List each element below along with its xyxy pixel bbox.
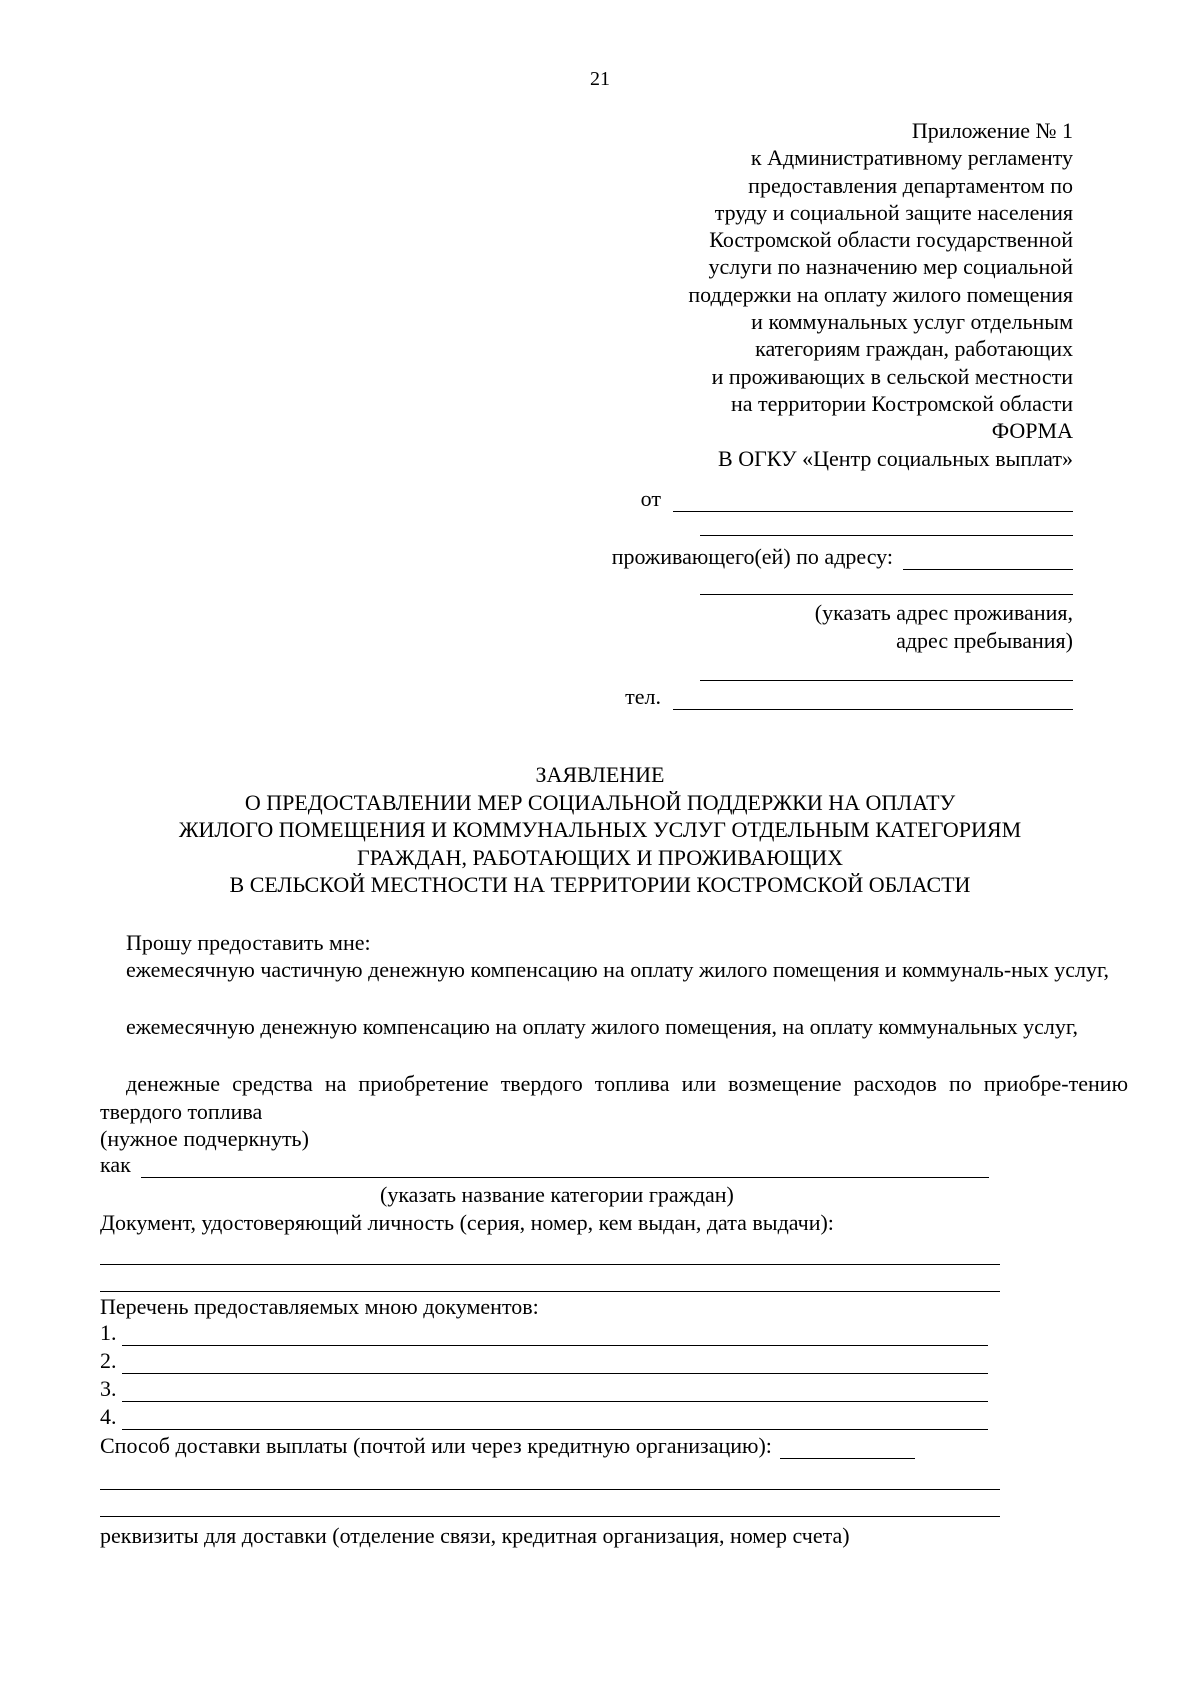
document-title [0, 761, 1200, 899]
document-item-line[interactable] [122, 1429, 988, 1430]
page-number: 21 [590, 68, 610, 90]
title-line: ЖИЛОГО ПОМЕЩЕНИЯ И КОММУНАЛЬНЫХ УСЛУГ ОТДЕЛЬНЫМ КАТЕГОРИЯМ [178, 817, 1022, 842]
appendix-header [553, 117, 1073, 472]
as-label: как [100, 1152, 131, 1177]
appendix-line: поддержки на оплату жилого помещения [688, 281, 1073, 307]
from-field-row [641, 486, 1073, 512]
appendix-line: и проживающих в сельской местности [711, 363, 1073, 389]
option-monthly-partial-compensation[interactable]: ежемесячную частичную денежную компенсацию на оплату жилого помещения и коммуналь-ных услуг, [126, 957, 1109, 982]
from-field-line[interactable] [673, 511, 1073, 512]
option-monthly-compensation[interactable]: ежемесячную денежную компенсацию на оплату жилого помещения, на оплату коммунальных услуг, [126, 1014, 1078, 1039]
appendix-line: к Административному регламенту [750, 145, 1073, 171]
document-item-line[interactable] [122, 1401, 988, 1402]
from-field-line-2[interactable] [700, 535, 1073, 536]
identity-document-line-2[interactable] [100, 1291, 1000, 1292]
identity-document-line-1[interactable] [100, 1264, 1000, 1265]
delivery-details-hint: реквизиты для доставки (отделение связи, кредитная организация, номер счета) [100, 1523, 850, 1548]
category-field-row [100, 1152, 989, 1178]
delivery-method-label: Способ доставки выплаты (почтой или через кредитную организацию): [100, 1433, 772, 1458]
delivery-method-row [100, 1433, 915, 1459]
underline-note: (нужное подчеркнуть) [100, 1126, 309, 1151]
document-item-number: 2. [100, 1348, 117, 1373]
appendix-line: и коммунальных услуг отдельным [751, 309, 1073, 335]
document-item-line[interactable] [122, 1373, 988, 1374]
address-field-row [612, 544, 1073, 570]
title-line: В СЕЛЬСКОЙ МЕСТНОСТИ НА ТЕРРИТОРИИ КОСТРОМСКОЙ ОБЛАСТИ [229, 872, 971, 897]
residence-label: проживающего(ей) по адресу: [611, 544, 893, 569]
title-line: ЗАЯВЛЕНИЕ [535, 762, 665, 787]
address-hint-line: адрес пребывания) [896, 628, 1073, 653]
document-item-number: 3. [100, 1376, 117, 1401]
title-line: О ПРЕДОСТАВЛЕНИИ МЕР СОЦИАЛЬНОЙ ПОДДЕРЖКИ НА ОПЛАТУ [244, 789, 956, 815]
appendix-line: услуги по назначению мер социальной [708, 254, 1073, 280]
address-field-line-2[interactable] [700, 594, 1073, 595]
appendix-line: категориям граждан, работающих [755, 336, 1073, 362]
identity-document-label: Документ, удостоверяющий личность (серия, номер, кем выдан, дата выдачи): [100, 1210, 834, 1235]
form-label: ФОРМА [991, 418, 1073, 444]
appendix-line: на территории Костромской области [731, 390, 1073, 416]
appendix-line: труду и социальной защите населения [714, 199, 1073, 225]
request-intro: Прошу предоставить мне: [126, 930, 371, 955]
phone-field-line[interactable] [673, 709, 1073, 710]
title-line: ГРАЖДАН, РАБОТАЮЩИХ И ПРОЖИВАЮЩИХ [357, 844, 843, 870]
appendix-line: Костромской области государственной [709, 227, 1073, 253]
delivery-details-line-1[interactable] [100, 1489, 1000, 1490]
address-hint-line: (указать адрес проживания, [814, 600, 1073, 625]
delivery-details-line-2[interactable] [100, 1516, 1000, 1517]
document-item-number: 4. [100, 1404, 117, 1429]
option-solid-fuel-funds[interactable]: денежные средства на приобретение твердого топлива или возмещение расходов по приобре-тению твердого топлива [100, 1071, 1128, 1124]
document-item-line[interactable] [122, 1345, 988, 1346]
appendix-line: предоставления департаментом по [748, 172, 1073, 198]
document-item-row [100, 1404, 988, 1430]
document-item-row [100, 1320, 988, 1346]
document-item-row [100, 1348, 988, 1374]
phone-field-row [625, 684, 1073, 710]
delivery-method-line[interactable] [780, 1458, 915, 1459]
recipient-organization: В ОГКУ «Центр социальных выплат» [718, 445, 1073, 471]
document-item-number: 1. [100, 1320, 117, 1345]
address-field-line-3[interactable] [700, 680, 1073, 681]
address-hint [815, 599, 1073, 655]
appendix-line: Приложение № 1 [911, 118, 1073, 143]
category-hint: (указать название категории граждан) [380, 1182, 734, 1207]
document-item-row [100, 1376, 988, 1402]
address-field-line[interactable] [903, 569, 1073, 570]
from-label: от [640, 486, 661, 511]
phone-label: тел. [625, 684, 661, 709]
category-field-line[interactable] [141, 1177, 989, 1178]
documents-list-label: Перечень предоставляемых мною документов: [100, 1294, 539, 1319]
